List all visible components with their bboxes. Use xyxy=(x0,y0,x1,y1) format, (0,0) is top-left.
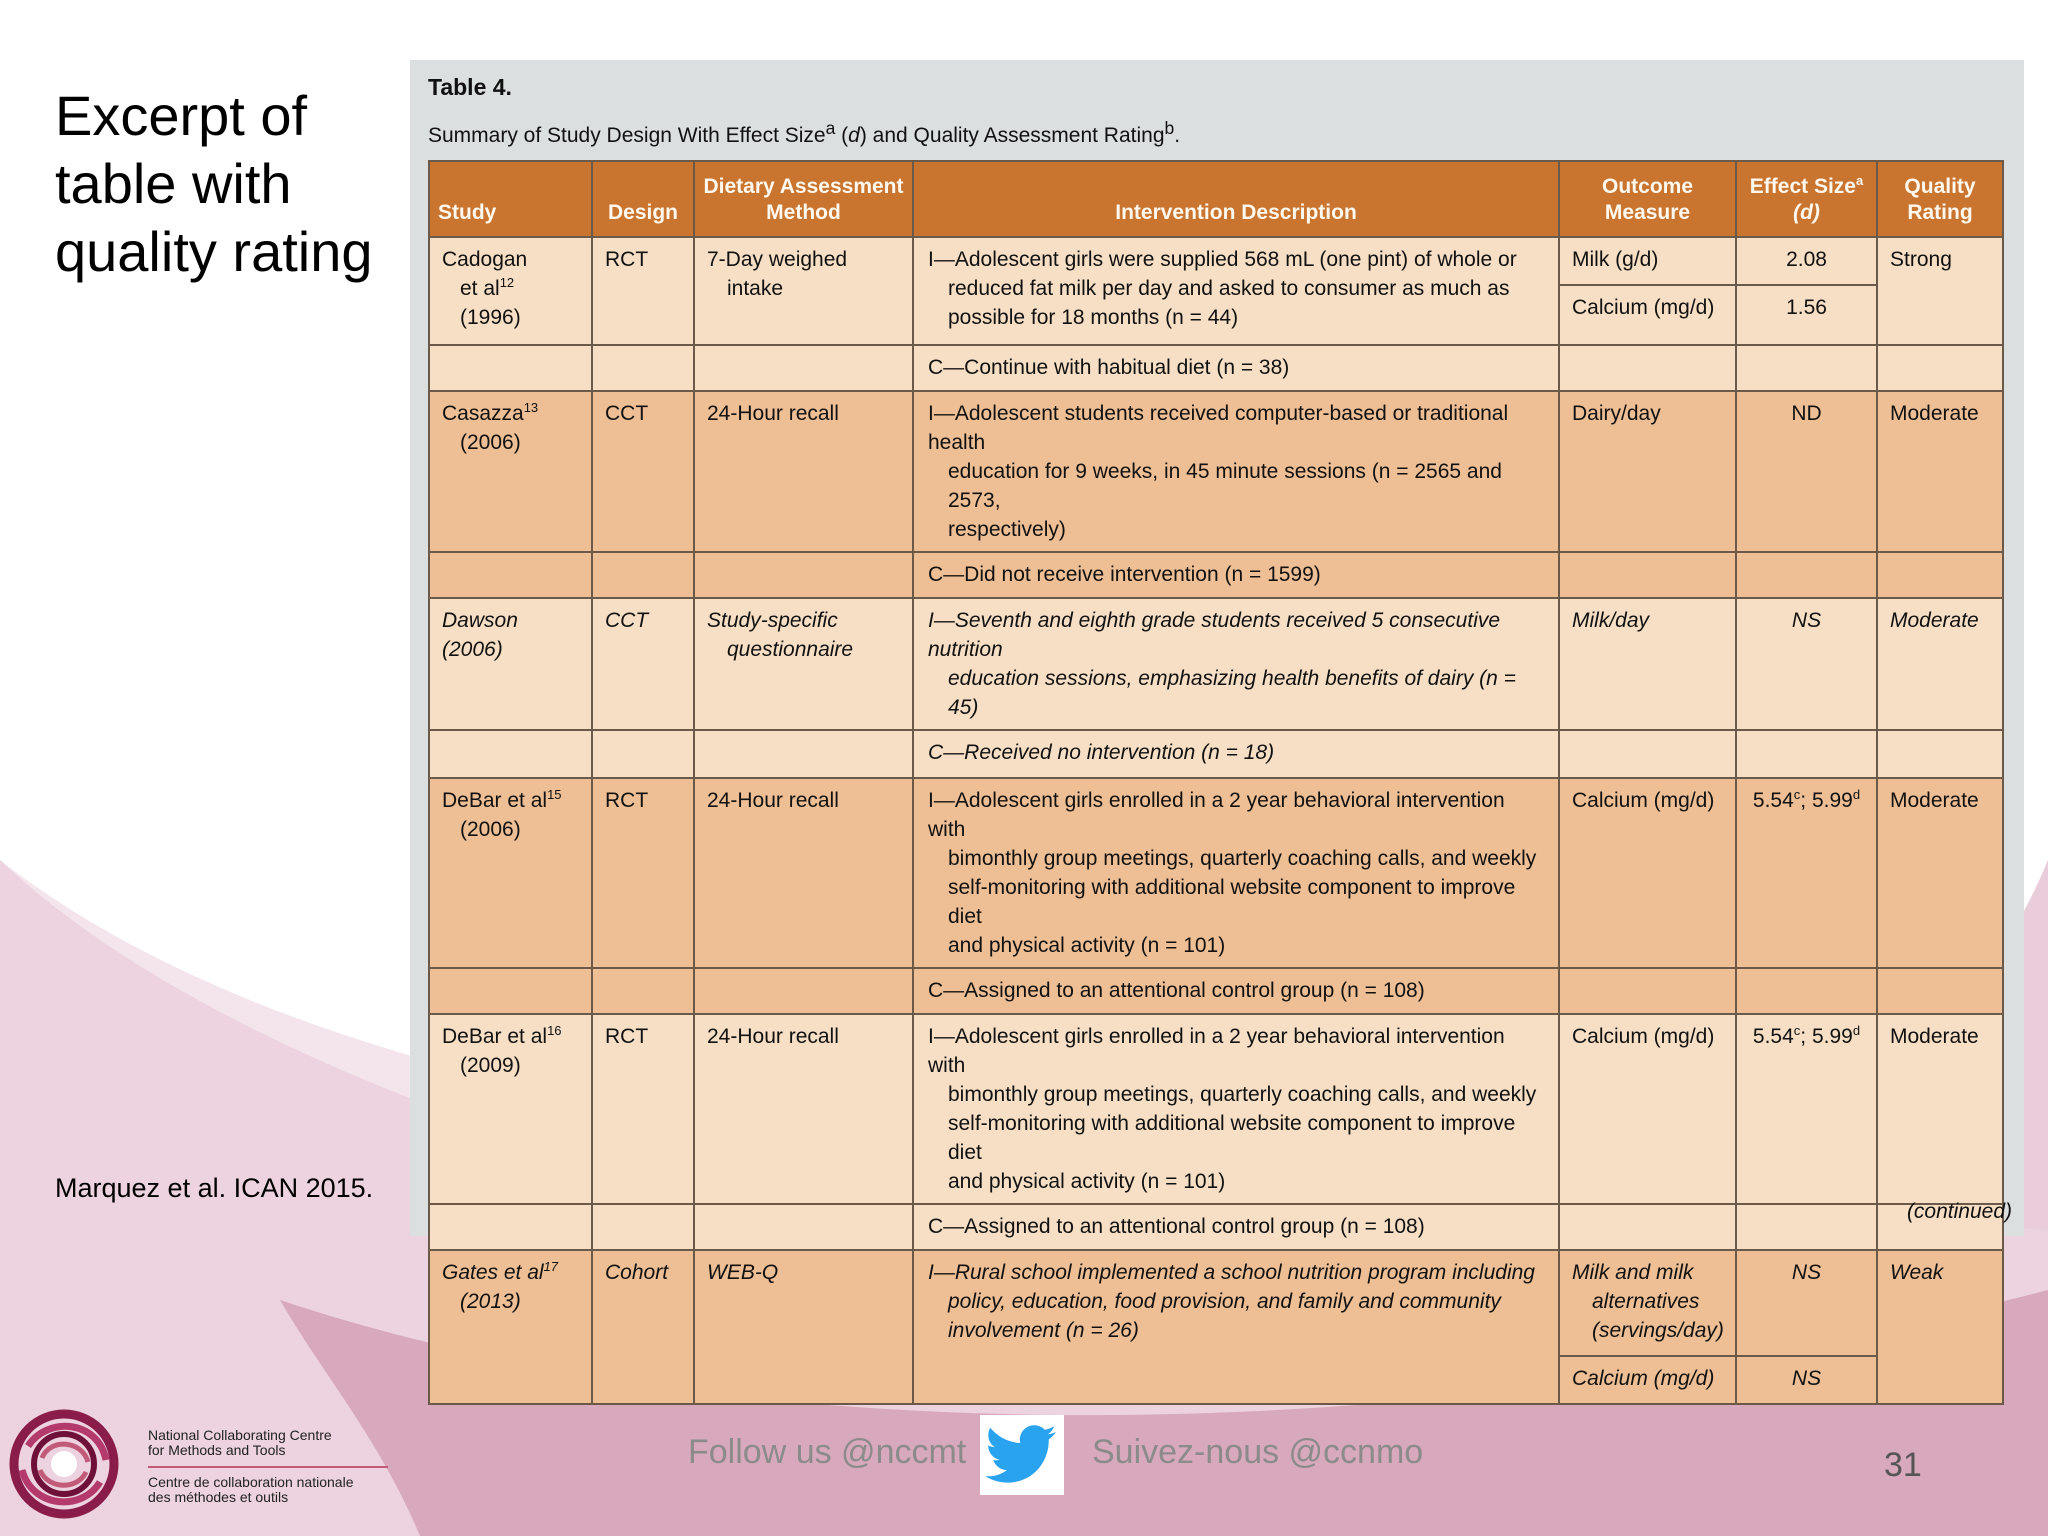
table-row-control xyxy=(429,968,2003,1014)
table-row-control xyxy=(429,552,2003,598)
table-row xyxy=(429,1250,2003,1356)
effect-size-cell: 5.54$^c$; 5.99$^d$ xyxy=(1736,778,1877,968)
table-caption: Summary of Study Design With Effect Size$^a$ (d) and Quality Assessment Rating$^b$. xyxy=(428,118,1181,147)
intervention-cell: I—Adolescent girls enrolled in a 2 year behavioral intervention with bimonthly group meetings, quarterly coaching calls, and weekly self-monitoring with additional website component to improve diet and physical activity (n = 101) xyxy=(913,1014,1559,1204)
quality-cell: Moderate xyxy=(1877,778,2003,968)
suivez-nous-text: Suivez-nous @ccnmo xyxy=(1092,1433,1424,1471)
page-number: 31 xyxy=(1884,1446,1922,1484)
outcome-cell: Calcium (mg/d) xyxy=(1559,778,1736,968)
table-header-row xyxy=(429,161,2003,237)
quality-cell: Moderate xyxy=(1877,1014,2003,1204)
table-row xyxy=(429,391,2003,552)
effect-size-cell: NS xyxy=(1736,598,1877,730)
title-line-1: Excerpt of xyxy=(55,84,308,147)
study-cell: Cadogan et $al^{12}$ (1996) xyxy=(429,237,592,345)
table-label: Table 4. xyxy=(428,74,512,100)
outcome-cell: Dairy/day xyxy=(1559,391,1736,552)
design-cell: CCT xyxy=(592,598,694,730)
design-cell: RCT xyxy=(592,1014,694,1204)
table-row xyxy=(429,1014,2003,1204)
table-row-control xyxy=(429,1204,2003,1250)
intervention-cell: I—Rural school implemented a school nutrition program including policy, education, food provision, and family and community involvement (n = 26) xyxy=(913,1250,1559,1404)
effect-size-cell: 5.54$^c$; 5.99$^d$ xyxy=(1736,1014,1877,1204)
outcome-cell: Calcium (mg/d) xyxy=(1559,285,1736,345)
effect-size-cell: ND xyxy=(1736,391,1877,552)
table-row-control xyxy=(429,730,2003,778)
twitter-bird-icon[interactable] xyxy=(980,1415,1064,1495)
quality-cell: Moderate xyxy=(1877,391,2003,552)
col-header-quality: Quality Rating xyxy=(1877,161,2003,237)
effect-size-cell: NS xyxy=(1736,1356,1877,1404)
col-header-effect-size: Effect Size$^a$ (d) xyxy=(1736,161,1877,237)
intervention-cell: I—Seventh and eighth grade students received 5 consecutive nutrition education sessions, emphasizing health benefits of dairy (n = 45) xyxy=(913,598,1559,730)
study-table xyxy=(428,160,2004,1405)
table-row xyxy=(429,598,2003,730)
control-cell: C—Continue with habitual diet (n = 38) xyxy=(913,345,1559,391)
study-cell: Dawson (2006) xyxy=(429,598,592,730)
outcome-cell: Calcium (mg/d) xyxy=(1559,1014,1736,1204)
organization-name: National Collaborating Centre for Methods and Tools Centre de collaboration nationale des méthodes et outils xyxy=(148,1428,388,1505)
col-header-study: Study xyxy=(429,161,592,237)
intervention-cell: I—Adolescent students received computer-based or traditional health education for 9 weeks, in 45 minute sessions (n = 2565 and 2573, respectively) xyxy=(913,391,1559,552)
method-cell: 24-Hour recall xyxy=(694,778,913,968)
control-cell: C—Did not receive intervention (n = 1599) xyxy=(913,552,1559,598)
method-cell: 24-Hour recall xyxy=(694,1014,913,1204)
outcome-cell: Milk and milk alternatives (servings/day) xyxy=(1559,1250,1736,1356)
slide-title xyxy=(55,82,400,286)
study-cell: Gates et $al^{17}$ (2013) xyxy=(429,1250,592,1404)
outcome-cell: Milk (g/d) xyxy=(1559,237,1736,285)
design-cell: Cohort xyxy=(592,1250,694,1404)
method-cell: 7-Day weighed intake xyxy=(694,237,913,345)
quality-cell: Weak xyxy=(1877,1250,2003,1404)
intervention-cell: I—Adolescent girls enrolled in a 2 year behavioral intervention with bimonthly group meetings, quarterly coaching calls, and weekly self-monitoring with additional website component to improve diet and physical activity (n = 101) xyxy=(913,778,1559,968)
table-row-control xyxy=(429,345,2003,391)
quality-cell: Strong xyxy=(1877,237,2003,345)
quality-cell: Moderate xyxy=(1877,598,2003,730)
study-cell: Casazza$^{13}$ (2006) xyxy=(429,391,592,552)
follow-us-text: Follow us @nccmt xyxy=(688,1433,967,1471)
intervention-cell: I—Adolescent girls were supplied 568 mL (one pint) of whole or reduced fat milk per day and asked to consumer as much as possible for 18 months (n = 44) xyxy=(913,237,1559,345)
design-cell: CCT xyxy=(592,391,694,552)
effect-size-cell: 2.08 xyxy=(1736,237,1877,285)
control-cell: C—Assigned to an attentional control group (n = 108) xyxy=(913,1204,1559,1250)
method-cell: 24-Hour recall xyxy=(694,391,913,552)
col-header-design: Design xyxy=(592,161,694,237)
col-header-outcome: Outcome Measure xyxy=(1559,161,1736,237)
table-image-panel xyxy=(410,60,2024,1390)
title-line-3: quality rating xyxy=(55,220,373,283)
outcome-cell: Calcium (mg/d) xyxy=(1559,1356,1736,1404)
method-cell: Study-specific questionnaire xyxy=(694,598,913,730)
outcome-cell: Milk/day xyxy=(1559,598,1736,730)
continued-note: (continued) xyxy=(1906,1200,2012,1223)
study-cell: DeBar et $al^{15}$ (2006) xyxy=(429,778,592,968)
method-cell: WEB-Q xyxy=(694,1250,913,1404)
table-row xyxy=(429,778,2003,968)
control-cell: C—Received no intervention (n = 18) xyxy=(913,730,1559,778)
design-cell: RCT xyxy=(592,237,694,345)
nccmt-swirl-logo-icon xyxy=(8,1408,120,1520)
study-cell: DeBar et $al^{16}$ (2009) xyxy=(429,1014,592,1204)
effect-size-cell: 1.56 xyxy=(1736,285,1877,345)
control-cell: C—Assigned to an attentional control group (n = 108) xyxy=(913,968,1559,1014)
effect-size-cell: NS xyxy=(1736,1250,1877,1356)
table-row xyxy=(429,237,2003,285)
col-header-method: Dietary Assessment Method xyxy=(694,161,913,237)
title-line-2: table with xyxy=(55,152,292,215)
citation: Marquez et al. ICAN 2015. xyxy=(55,1173,374,1203)
col-header-intervention: Intervention Description xyxy=(913,161,1559,237)
design-cell: RCT xyxy=(592,778,694,968)
